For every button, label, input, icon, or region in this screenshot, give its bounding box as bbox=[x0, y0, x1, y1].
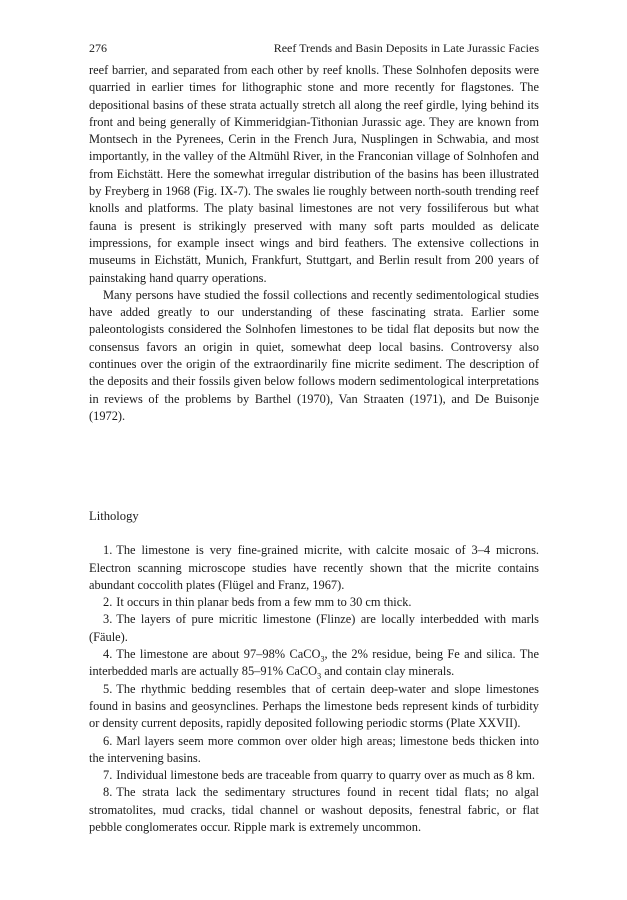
list-item bbox=[89, 733, 539, 768]
item-text: It occurs in thin planar beds from a few mm to 30 cm thick. bbox=[116, 595, 412, 610]
item-number: 2. bbox=[103, 595, 113, 610]
section-heading: Lithology bbox=[89, 509, 139, 524]
lithology-list bbox=[89, 542, 539, 836]
list-item bbox=[89, 767, 539, 784]
page bbox=[89, 40, 539, 836]
page-number: 276 bbox=[89, 41, 107, 55]
running-head bbox=[89, 40, 539, 56]
item-number: 8. bbox=[103, 785, 113, 800]
item-text: The limestone are about 97–98% CaCO bbox=[116, 647, 321, 662]
item-number: 3. bbox=[103, 612, 113, 627]
item-text: The strata lack the sedimentary structures found in recent tidal flats; no algal stromatolites, mud cracks, tidal channel or washout deposits, fenestral fabric, or flat pebble conglomerates occur. Ripple mark is extremely uncommon. bbox=[89, 785, 539, 834]
item-text: , the 2% residue, being Fe and silica. The interbedded marls are actually 85–91% CaCO bbox=[89, 647, 539, 679]
item-number: 4. bbox=[103, 647, 113, 662]
list-item bbox=[89, 681, 539, 733]
list-item bbox=[89, 611, 539, 646]
item-number: 1. bbox=[103, 543, 113, 558]
item-text: Individual limestone beds are traceable from quarry to quarry over as much as 8 km. bbox=[116, 768, 536, 783]
intro-text bbox=[89, 62, 539, 425]
subscript: 3 bbox=[320, 654, 325, 664]
paragraph-2: Many persons have studied the fossil collections and recently sedimentological studies have added greatly to our understanding of these fascinating strata. Earlier some paleontologists considered the Solnhofen limestones to be tidal flat deposits but now the consensus favors an origin in quiet, somewhat deep local basins. Controversy also continues over the origin of the extraordinarily fine micrite sediment. The description of the deposits and their fossils given below follows modern sedimentological interpretations in reviews of the problems by Barthel (1970), Van Straaten (1971), and De Buisonje (1972). bbox=[89, 287, 539, 423]
running-title: Reef Trends and Basin Deposits in Late Jurassic Facies bbox=[273, 41, 539, 55]
item-text: The limestone is very fine-grained micrite, with calcite mosaic of 3–4 microns. Electron scanning microscope studies have recently shown that the micrite contains abundant coccolith plates (Flügel and Franz, 1967). bbox=[89, 543, 539, 592]
paragraph-1: reef barrier, and separated from each other by reef knolls. These Solnhofen deposits were quarried in earlier times for lithographic stone and more recently for flagstones. The depositional basins of these strata actually stretch all along the reef girdle, lying behind its front and being generally of Kimmeridgian-Tithonian Jurassic age. They are known from Montsech in the Pyrenees, Cerin in the French Jura, Nusplingen in Schwabia, and most importantly, in the valley of the Altmühl River, in the Franconian village of Solnhofen and from Eichstätt. Here the somewhat irregular distribution of the basins has been illustrated by Freyberg in 1968 (Fig. IX-7). The swales lie roughly between north-south trending reef knolls and platforms. The platy basinal limestones are not very fossiliferous but what fauna is present is strikingly preserved with many soft parts moulded as delicate impressions, for example insect wings and bird feathers. The extensive collections in museums in Eichstätt, Munich, Frankfurt, Stuttgart, and Berlin result from 200 years of painstaking hand quarry operations. bbox=[89, 63, 539, 285]
item-number: 6. bbox=[103, 733, 113, 748]
list-item bbox=[89, 646, 539, 681]
item-text: Marl layers seem more common over older high areas; limestone beds thicken into the intervening basins. bbox=[89, 733, 539, 765]
item-text: and contain clay minerals. bbox=[321, 664, 455, 679]
list-item bbox=[89, 542, 539, 594]
subscript: 3 bbox=[317, 671, 322, 681]
item-text: The layers of pure micritic limestone (Flinze) are locally interbedded with marls (Fäule). bbox=[89, 612, 539, 644]
item-number: 5. bbox=[103, 681, 113, 696]
item-number: 7. bbox=[103, 768, 113, 783]
list-item bbox=[89, 594, 539, 611]
item-text: The rhythmic bedding resembles that of certain deep-water and slope limestones found in basins and geosynclines. Perhaps the limestone beds represent kinds of turbidity or density current deposits, rapidly deposited following periodic storms (Plate XXVII). bbox=[89, 681, 539, 731]
list-item bbox=[89, 784, 539, 836]
